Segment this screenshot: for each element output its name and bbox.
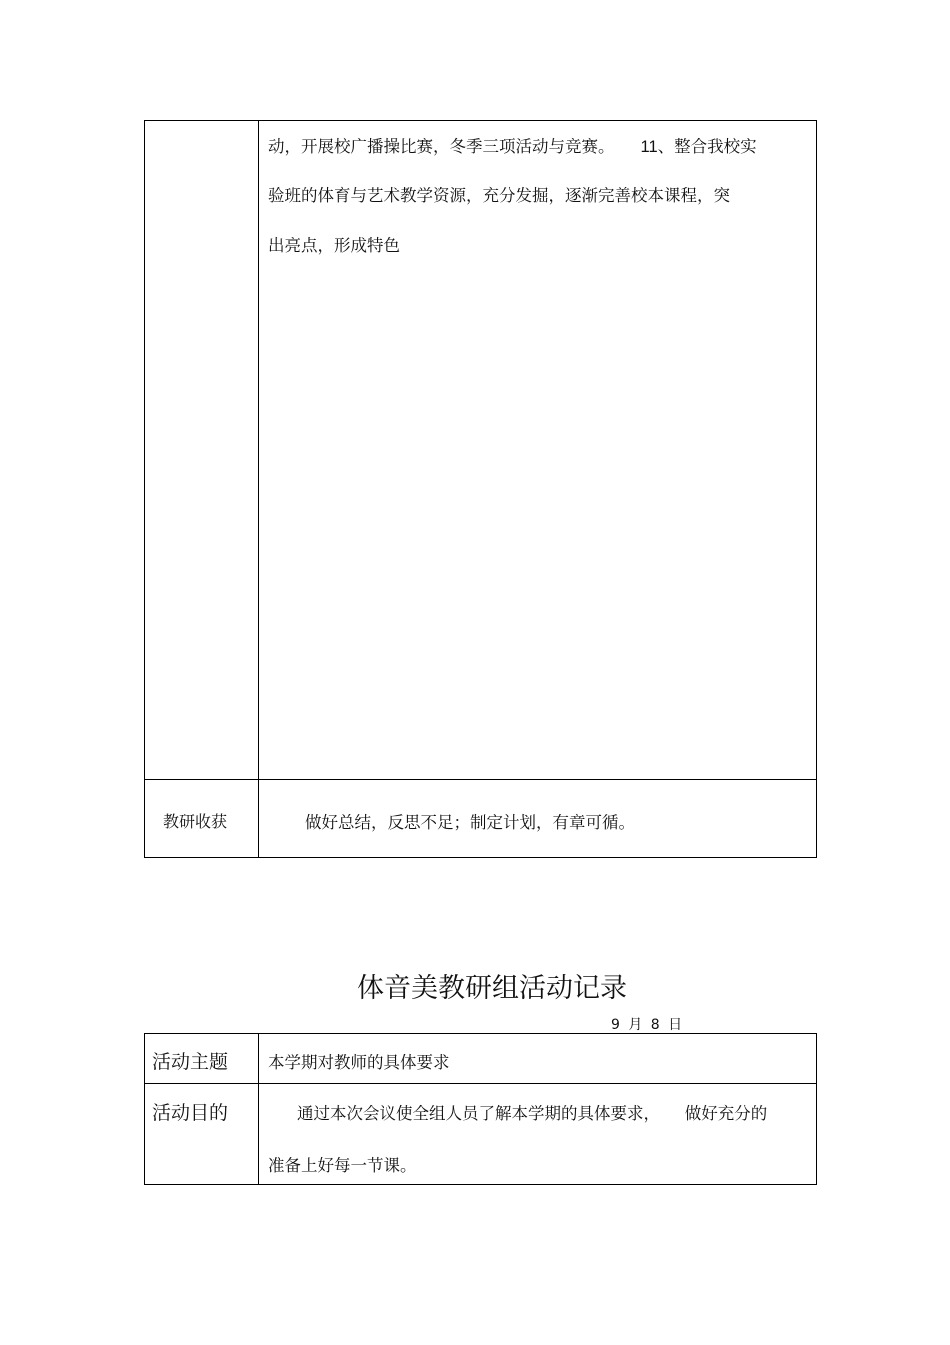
content-line-1: 动，开展校广播操比赛，冬季三项活动与竞赛。 11、整合我校实: [268, 137, 757, 156]
topic-label: 活动主题: [152, 1051, 229, 1073]
purpose-text-line-2: 准备上好每一节课。: [268, 1156, 417, 1175]
purpose-label: 活动目的: [152, 1102, 229, 1124]
table-row-divider: [144, 779, 817, 780]
purpose-text-line-1: 通过本次会议使全组人员了解本学期的具体要求， 做好充分的: [297, 1104, 768, 1123]
harvest-label: 教研收获: [163, 812, 228, 831]
table-column-divider: [258, 1033, 259, 1185]
table-column-divider: [258, 120, 259, 858]
record-title: 体音美教研组活动记录: [357, 973, 627, 1004]
content-line-2: 验班的体育与艺术教学资源，充分发掘，逐渐完善校本课程，突: [268, 186, 730, 205]
activity-record-table-continued: [144, 120, 817, 858]
content-line-3: 出亮点，形成特色: [268, 236, 400, 255]
harvest-text: 做好总结，反思不足；制定计划，有章可循。: [305, 813, 635, 832]
record-date: 9 月 8 日: [611, 1017, 683, 1033]
table-row-divider: [144, 1083, 817, 1084]
topic-text: 本学期对教师的具体要求: [268, 1053, 450, 1072]
